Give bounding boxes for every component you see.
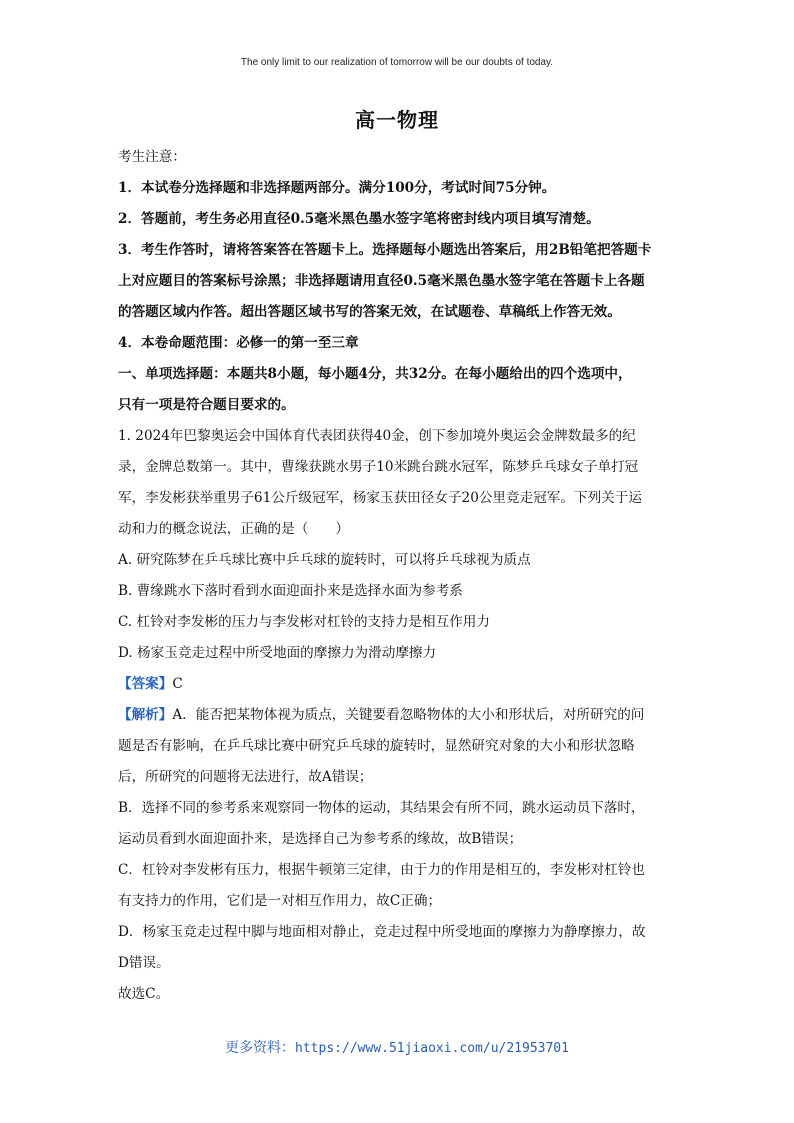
- notice-line-2: 2．答题前，考生务必用直径0.5毫米黑色墨水签字笔将密封线内项目填写清楚。: [118, 211, 600, 227]
- question-stem-line-1: 1. 2024年巴黎奥运会中国体育代表团获得40金，创下参加境外奥运会金牌数最多的纪: [118, 428, 636, 444]
- footer-label: 更多资料：: [225, 1040, 296, 1056]
- section-heading-line-1: 一、单项选择题：本题共8小题，每小题4分，共32分。在每小题给出的四个选项中，: [118, 366, 632, 382]
- question-stem-line-2: 录，金牌总数第一。其中，曹缘获跳水男子10米跳台跳水冠军，陈梦乒乓球女子单打冠: [118, 459, 639, 475]
- notice-line-5: 的答题区域内作答。超出答题区域书写的答案无效，在试题卷、草稿纸上作答无效。: [118, 304, 621, 320]
- analysis-text-1: A．能否把某物体视为质点，关键要看忽略物体的大小和形状后，对所研究的问: [172, 707, 645, 723]
- analysis-line-3: 后，所研究的问题将无法进行，故A错误；: [118, 769, 373, 785]
- document-body: [118, 142, 674, 1010]
- answer-line: [118, 669, 674, 700]
- question-stem-line-4: 动和力的概念说法，正确的是（ ）: [118, 521, 350, 537]
- option-a: A. 研究陈梦在乒乓球比赛中乒乓球的旋转时，可以将乒乓球视为质点: [118, 552, 531, 568]
- question-stem-line-3: 军，李发彬获举重男子61公斤级冠军，杨家玉获田径女子20公里竞走冠军。下列关于运: [118, 490, 642, 506]
- analysis-line-7: 有支持力的作用，它们是一对相互作用力，故C正确；: [118, 893, 442, 909]
- option-c: C. 杠铃对李发彬的压力与李发彬对杠铃的支持力是相互作用力: [118, 614, 490, 630]
- footer-link[interactable]: https://www.51jiaoxi.com/u/21953701: [295, 1041, 569, 1056]
- answer-tag: 【答案】: [118, 676, 173, 692]
- analysis-tag: 【解析】: [118, 707, 173, 723]
- option-b: B. 曹缘跳水下落时看到水面迎面扑来是选择水面为参考系: [118, 583, 463, 599]
- analysis-line-9: D错误。: [118, 955, 170, 971]
- analysis-line-4: B．选择不同的参考系来观察同一物体的运动，其结果会有所不同，跳水运动员下落时，: [118, 800, 645, 816]
- analysis-line-2: 题是否有影响，在乒乓球比赛中研究乒乓球的旋转时，显然研究对象的大小和形状忽略: [118, 738, 635, 754]
- analysis-line-8: D．杨家玉竞走过程中脚与地面相对静止，竞走过程中所受地面的摩擦力为静摩擦力，故: [118, 924, 646, 940]
- notice-line-6: 4．本卷命题范围：必修一的第一至三章: [118, 335, 359, 351]
- section-heading-line-2: 只有一项是符合题目要求的。: [118, 397, 295, 413]
- analysis-line-6: C．杠铃对李发彬有压力，根据牛顿第三定律，由于力的作用是相互的，李发彬对杠铃也: [118, 862, 645, 878]
- notice-heading: 考生注意：: [118, 149, 186, 165]
- page-title: 高一物理: [355, 108, 439, 132]
- analysis-line-5: 运动员看到水面迎面扑来，是选择自己为参考系的缘故，故B错误；: [118, 831, 523, 847]
- notice-line-3: 3．考生作答时，请将答案答在答题卡上。选择题每小题选出答案后，用2B铅笔把答题卡: [118, 242, 652, 258]
- page-header-motto: The only limit to our realization of tomorrow will be our doubts of today.: [240, 57, 554, 68]
- answer-value: C: [172, 676, 183, 692]
- analysis-conclusion: 故选C。: [118, 986, 170, 1002]
- notice-line-1: 1．本试卷分选择题和非选择题两部分。满分100分，考试时间75分钟。: [118, 180, 556, 196]
- option-d: D. 杨家玉竞走过程中所受地面的摩擦力为滑动摩擦力: [118, 645, 437, 661]
- notice-line-4: 上对应题目的答案标号涂黑；非选择题请用直径0.5毫米黑色墨水签字笔在答题卡上各题: [118, 273, 645, 289]
- analysis-line-1: [118, 700, 674, 731]
- page-footer: [0, 1037, 794, 1057]
